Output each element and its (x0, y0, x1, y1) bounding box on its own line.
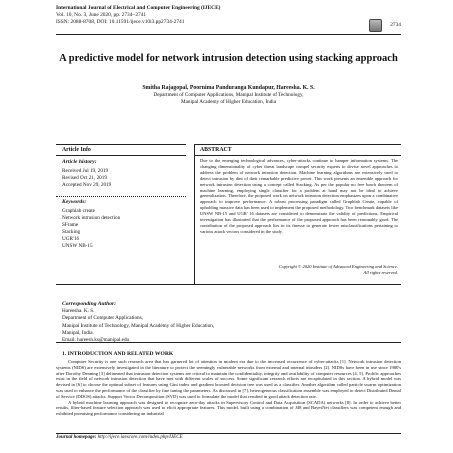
issn-line: ISSN: 2088-8708, DOI: 10.11591/ijece.v10i3.pp2734-2741 (56, 19, 185, 25)
author-list: Smitha Rajagopal, Poornima Panduranga Kundapur, Hareesha. K. S. (142, 85, 315, 91)
abstract-heading: ABSTRACT (200, 147, 232, 153)
article-info-heading: Article Info (62, 147, 91, 153)
corresponding-author (62, 301, 214, 344)
footer-rule (56, 433, 401, 434)
affiliation-line: Manipal Academy of Higher Education, India (180, 99, 277, 105)
body-paragraph: A hybrid machine learning approach was designed to recognize zero-day attacks in Supervisory Control and Data Acquisition (SCADA) networks [8]. In order to achieve better results, filter-based feature selection approach was used to elicit appropriate features. This model, built using a combination of J48 and BayesNet classifiers was competent enough and exhibited promising performance considering an industrial (56, 399, 401, 417)
history-item: Received Jul 19, 2019 (62, 168, 109, 174)
history-list (62, 168, 111, 189)
copyright-line: All rights reserved. (363, 270, 398, 275)
footer-url[interactable]: http://ijece.iaescore.com/index.php/IJECE (97, 435, 183, 440)
corresponding-email: Email: hareesh.ks@manipal.edu (62, 337, 130, 344)
history-label: Article history: (62, 159, 97, 165)
abstract-bottom-rule (56, 284, 401, 285)
section-heading: 1. INTRODUCTION AND RELATED WORK (62, 351, 174, 357)
abstract-top-rule (194, 144, 401, 145)
corresponding-bottom-rule (56, 342, 401, 343)
column-divider (194, 144, 195, 284)
keywords-rule (56, 196, 186, 197)
corresponding-line: Manipal, India. (62, 329, 94, 336)
journal-name: International Journal of Electrical and Computer Engineering (IJECE) (56, 5, 221, 11)
history-item: Revised Oct 21, 2019 (62, 175, 107, 181)
corresponding-line: Department of Computer Applications, (62, 315, 143, 322)
footer-label: Journal homepage: (56, 435, 97, 440)
keyword-item: Network intrusion detection (62, 215, 121, 221)
paper-title: A predictive model for network intrusion detection using stacking approach (59, 53, 398, 64)
journal-header (56, 5, 401, 26)
keyword-item: Graphlab create (62, 208, 95, 214)
page-number: 2734 (390, 22, 401, 28)
header-right (369, 19, 401, 32)
body-paragraph: Computer Security is one such research area that has garnered lot of attention in modern era due to the increased occurrence of cyber-attacks [1]. Network intrusion detection systems (NIDS) are extensively investigated in the literature to protect the seemingly vulnerable networks from external and internal intruders [2]. NIDSs have been in use since 1980's after Dorothy Denning [3] delineated that intrusion detection systems are critical to maintain the confidentiality, integrity and availability of computer resources [4, 5]. Prolific approaches exist in the field of network intrusion detection that have met with different scales of success. Some significant research efforts are recapitulated in this section. A hybrid model was devised in [6] to choose the optimal subset of features using Gini index and gradient boosted decision tree was used as a classifier. Another algorithm called particle swarm optimization was used to enhance the performance of the classifier by fine tuning the parameters. As discussed in [7], heterogeneous classification ensemble was employed to detect Distributed Denial of Service (DDOS) attacks. Support Vector Decomposition (SVD) was used to formulate the model that resulted in good attack detection rate. (56, 359, 401, 399)
keywords-label: Keywords: (62, 199, 87, 205)
corresponding-label: Corresponding Author: (62, 301, 117, 307)
corresponding-line: Hareesha. K. S. (62, 308, 95, 315)
keyword-item: UGR'16 (62, 236, 80, 242)
affiliation (56, 92, 401, 106)
info-top-rule (56, 144, 186, 145)
abstract-head-rule (194, 155, 401, 156)
copyright-notice (200, 264, 398, 276)
affiliation-line: Department of Computer Applications, Manipal Institute of Technology, (153, 92, 304, 98)
header-rule (56, 34, 401, 35)
volume-line: Vol. 10, No. 3, June 2020, pp. 2734~2741 (56, 12, 147, 18)
keyword-item: Stacking (62, 229, 81, 235)
keywords-list (62, 208, 120, 250)
abstract-text: Due to the emerging technological advances, cyber-attacks continue to hamper information systems. The changing dimensionality of cyber threat landscape compel security experts to devise novel approaches to address the problem of network intrusion detection. Machine learning algorithms are extensively used to detect intrusion by dint of their remarkable predictive power. This work presents an ensemble approach for network intrusion detection using a concept called Stacking. As per the popular no free lunch theorem of machine learning, employing single classifier for a problem at hand may not be ideal to achieve generalization. Therefore, the proposed work on network intrusion detection emphasizes upon a combinative approach to improve performance. A robust processing paradigm called Graphlab Create, capable of upholding massive data has been used to implement the proposed methodology. Two benchmark datasets like UNSW NB-15 and UGR' 16 datasets are considered to demonstrate the validity of predictions. Empirical investigation has illustrated that the performance of the proposed approach has been reasonably good. The contribution of the proposed approach lies in its finesse to generate fewer misclassifications pertaining to various attack vectors considered in the study. (200, 158, 398, 234)
copyright-line: Copyright © 2020 Institute of Advanced Engineering and Science. (278, 264, 398, 269)
info-head-rule (56, 155, 186, 156)
corresponding-line: Manipal Institute of Technology, Manipal Academy of Higher Education, (62, 322, 215, 329)
history-item: Accepted Nov 29, 2019 (62, 182, 112, 188)
section-body (56, 359, 401, 417)
journal-footer (56, 435, 183, 440)
journal-logo-icon (369, 19, 382, 32)
keyword-item: UNSW NB-15 (62, 243, 93, 249)
keyword-item: SFrame (62, 222, 79, 228)
